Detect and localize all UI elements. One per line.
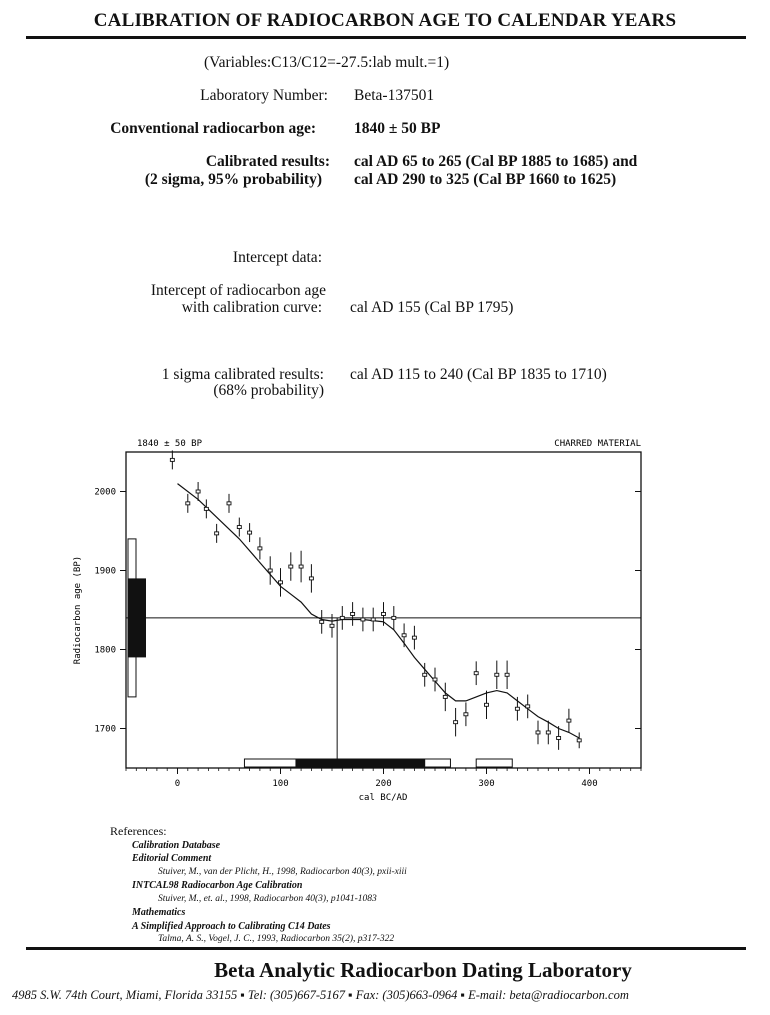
data-point	[268, 569, 272, 572]
x-axis-label: cal BC/AD	[358, 793, 408, 803]
calibrated-label-2: (2 sigma, 95% probability)	[144, 171, 322, 188]
reference-line: Mathematics	[132, 907, 186, 918]
references-heading: References:	[110, 824, 167, 838]
data-point	[536, 731, 540, 734]
data-point	[402, 634, 406, 637]
data-point	[577, 739, 581, 742]
data-point	[215, 532, 219, 535]
data-point	[237, 526, 241, 529]
data-point	[258, 547, 262, 550]
intercept-label-1: Intercept of radiocarbon age	[150, 282, 326, 299]
data-point	[330, 624, 334, 627]
data-point	[361, 618, 365, 621]
data-point	[204, 507, 208, 510]
data-point	[170, 458, 174, 461]
sigma1-label-2: (68% probability)	[213, 382, 324, 399]
x-tick-label: 0	[174, 779, 181, 789]
data-point	[382, 612, 386, 615]
x-tick-label: 200	[375, 779, 392, 789]
data-point	[454, 721, 458, 724]
data-point	[227, 502, 231, 505]
y-tick-label: 1900	[94, 566, 116, 577]
calibration-chart	[60, 432, 660, 807]
data-point	[248, 531, 252, 534]
reference-line: Talma, A. S., Vogel, J. C., 1993, Radiocarbon 35(2), p317-322	[158, 934, 395, 944]
data-point	[392, 616, 396, 619]
reference-line: Calibration Database	[132, 839, 221, 851]
conv-age-value: 1840 ± 50 BP	[354, 120, 441, 137]
reference-line: A Simplified Approach to Calibrating C14 Dates	[132, 920, 331, 932]
data-point	[340, 616, 344, 619]
data-point	[546, 731, 550, 734]
calibrated-value-1: cal AD 65 to 265 (Cal BP 1885 to 1685) and	[354, 153, 638, 170]
references	[110, 825, 407, 947]
sigma1-value: cal AD 115 to 240 (Cal BP 1835 to 1710)	[350, 366, 607, 383]
reference-line: INTCAL98 Radiocarbon Age Calibration	[132, 880, 303, 891]
footer-lab-name: Beta Analytic Radiocarbon Dating Laboratory	[214, 958, 632, 982]
y-tick-label: 1800	[94, 645, 116, 656]
data-point	[557, 736, 561, 739]
footer-address: 4985 S.W. 74th Court, Miami, Florida 33155 ▪ Tel: (305)667-5167 ▪ Fax: (305)663-0964 ▪ E-mail: beta@radiocarbon.com	[12, 988, 629, 1002]
data-point	[186, 502, 190, 505]
data-point	[505, 673, 509, 676]
data-point	[279, 581, 283, 584]
y-tick-label: 1700	[94, 724, 116, 735]
reference-line: Stuiver, M., van der Plicht, H., 1998, Radiocarbon 40(3), pxii-xiii	[158, 866, 407, 877]
lab-number-value: Beta-137501	[354, 87, 435, 104]
footer-rule	[26, 947, 746, 950]
data-point	[423, 673, 427, 676]
data-point	[289, 565, 293, 568]
data-point	[567, 719, 571, 722]
intercept-header: Intercept data:	[232, 249, 322, 266]
data-point	[474, 672, 478, 675]
data-point	[351, 612, 355, 615]
data-point	[515, 707, 519, 710]
calibrated-value-2: cal AD 290 to 325 (Cal BP 1660 to 1625)	[354, 171, 617, 188]
y-tick-label: 2000	[94, 487, 116, 498]
data-point	[464, 713, 468, 716]
conv-age-label: Conventional radiocarbon age:	[110, 120, 316, 137]
data-point	[485, 703, 489, 706]
lab-number-label: Laboratory Number:	[200, 87, 328, 104]
x-tick-label: 100	[272, 779, 289, 789]
range-2sigma-bar	[476, 759, 512, 767]
y-axis-label: Radiocarbon age (BP)	[73, 555, 83, 665]
chart-top-left-label: 1840 ± 50 BP	[137, 439, 203, 449]
data-point	[299, 565, 303, 568]
reference-line: Stuiver, M., et. al., 1998, Radiocarbon 40(3), p1041-1083	[158, 893, 377, 904]
data-point	[412, 636, 416, 639]
x-tick-label: 300	[478, 779, 495, 789]
title-rule	[26, 36, 746, 39]
intercept-value: cal AD 155 (Cal BP 1795)	[350, 299, 514, 316]
chart-top-right-label: CHARRED MATERIAL	[554, 439, 641, 449]
data-point	[196, 490, 200, 493]
data-point	[526, 705, 530, 708]
data-point	[371, 618, 375, 621]
data-point	[320, 620, 324, 623]
age-1sigma-box	[128, 578, 146, 657]
report-title: CALIBRATION OF RADIOCARBON AGE TO CALENDAR YEARS	[93, 10, 677, 31]
calibration-curve	[178, 484, 580, 738]
data-point	[495, 673, 499, 676]
range-1sigma-bar	[296, 759, 425, 767]
calibrated-label-1: Calibrated results:	[205, 153, 330, 170]
variables-text: (Variables:C13/C12=-27.5:lab mult.=1)	[204, 54, 450, 71]
data-point	[309, 577, 313, 580]
x-tick-label: 400	[581, 779, 598, 789]
data-point	[433, 678, 437, 681]
sigma1-label-1: 1 sigma calibrated results:	[161, 366, 324, 383]
reference-line: Editorial Comment	[132, 853, 212, 864]
data-point	[443, 695, 447, 698]
intercept-label-2: with calibration curve:	[181, 299, 322, 316]
